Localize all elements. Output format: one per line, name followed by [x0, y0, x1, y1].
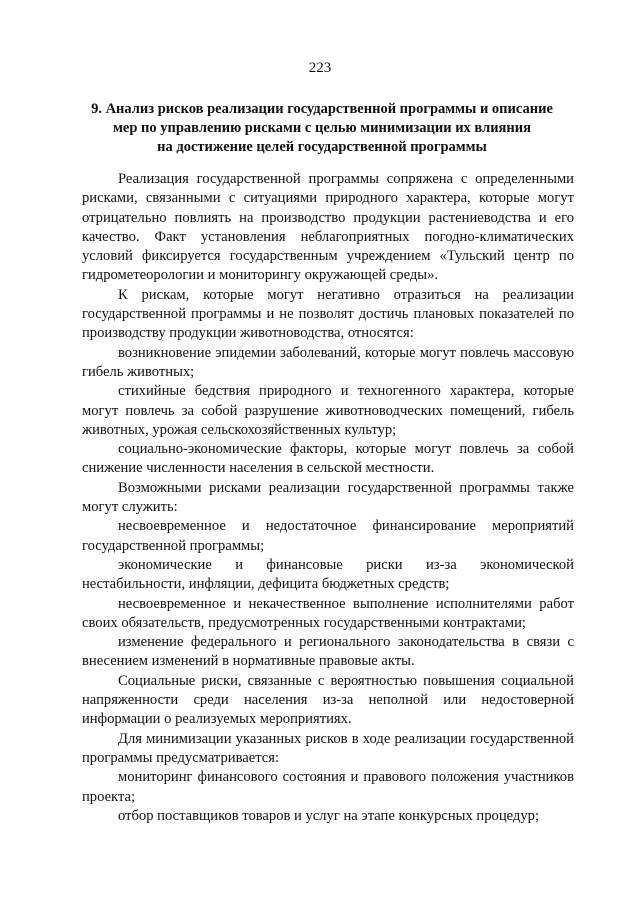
paragraph: мониторинг финансового состояния и правового положения участников проекта;	[82, 769, 574, 805]
paragraph: Реализация государственной программы сопряжена с определенными рисками, связанными с ситуациями природного характера, которые могут отрицательно повлиять на производство продукции растениеводства и его качество. Факт установления неблагоприятных погодно-климатических условий фиксируется государственным учреждением «Тульский центр по гидрометеорологии и мониторингу окружающей среды».	[82, 171, 574, 284]
body-text	[82, 170, 574, 826]
paragraph: Для минимизации указанных рисков в ходе реализации государственной программы предусматривается:	[82, 730, 574, 766]
paragraph: К рискам, которые могут негативно отразиться на реализации государственной программы и не позволят достичь плановых показателей по производству продукции животноводства, относятся:	[82, 286, 574, 342]
page-number: 223	[308, 60, 332, 76]
paragraph: Возможными рисками реализации государственной программы также могут служить:	[82, 479, 574, 516]
heading-line: на достижение целей государственной программы	[157, 139, 487, 155]
paragraph: несвоевременное и недостаточное финансирование мероприятий государственной программы;	[82, 518, 574, 554]
paragraph: изменение федерального и регионального законодательства в связи с внесением изменений в нормативные правовые акты.	[82, 634, 574, 670]
section-heading	[76, 100, 568, 157]
heading-line: мер по управлению рисками с целью минимизации их влияния	[113, 120, 531, 136]
paragraph: Социальные риски, связанные с вероятностью повышения социальной напряженности среди населения из-за неполной или недостоверной информации о реализуемых мероприятиях.	[82, 672, 574, 728]
paragraph: отбор поставщиков товаров и услуг на этапе конкурсных процедур;	[118, 807, 540, 824]
paragraph: экономические и финансовые риски из-за экономической нестабильности, инфляции, дефицита бюджетных средств;	[82, 556, 574, 593]
heading-line: 9. Анализ рисков реализации государственной программы и описание	[91, 101, 553, 117]
paragraph: стихийные бедствия природного и техногенного характера, которые могут повлечь за собой разрушение животноводческих помещений, гибель животных, урожая сельскохозяйственных культур;	[82, 383, 574, 438]
paragraph: возникновение эпидемии заболеваний, которые могут повлечь массовую гибель животных;	[82, 344, 574, 380]
paragraph: несвоевременное и некачественное выполнение исполнителями работ своих обязательств, предусмотренных государственными контрактами;	[82, 595, 574, 631]
paragraph: социально-экономические факторы, которые могут повлечь за собой снижение численности населения в сельской местности.	[82, 441, 574, 477]
